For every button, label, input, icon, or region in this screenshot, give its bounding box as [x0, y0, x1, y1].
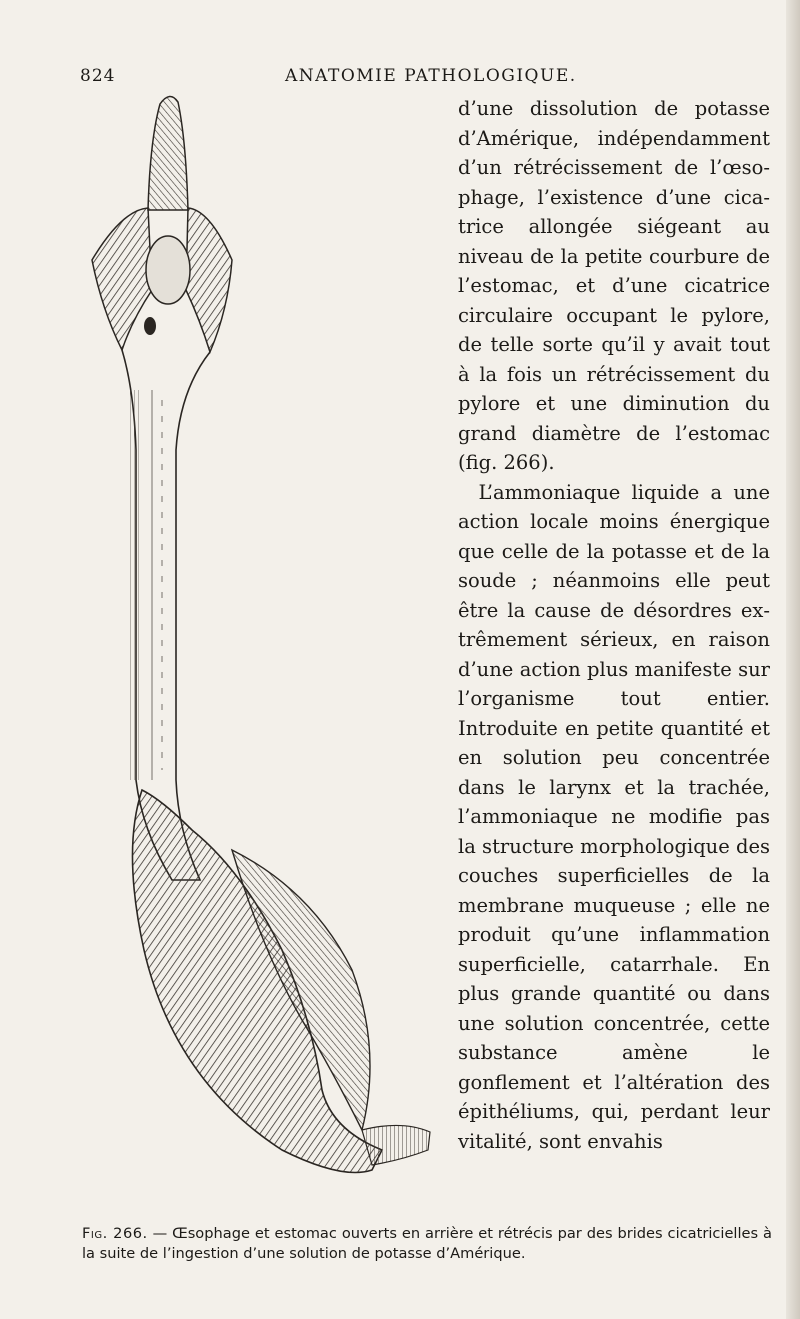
page-edge-shadow: [786, 0, 800, 1319]
pylorus-shape: [362, 1125, 430, 1165]
body-text: [458, 94, 770, 1156]
pharynx-right-flap: [186, 208, 232, 352]
figure-label: Fig. 266.: [82, 1225, 148, 1242]
larynx-opening: [144, 317, 156, 335]
figure-caption-text: — Œsophage et estomac ouverts en arrière et rétrécis par des brides cicatricielles à la suite de l’ingestion d’une solution de potasse d’Amérique.: [82, 1225, 772, 1262]
anatomical-illustration: [82, 90, 442, 1195]
running-head: ANATOMIE PATHOLOGIQUE.: [285, 66, 577, 86]
epiglottis-shape: [148, 96, 188, 210]
page-number: 824: [80, 66, 116, 86]
pharynx-left-flap: [92, 208, 152, 350]
figure-caption: [82, 1224, 772, 1264]
larynx-shape: [146, 236, 190, 304]
page-header: [80, 66, 720, 92]
esophagus-left-wall: [128, 390, 142, 780]
paragraph: d’une dissolution de potasse d’Amérique, indépendamment d’un rétrécissement de l’œsophage, l’existence d’une cicatrice allongée siégeant au niveau de la petite courbure de l’estomac, et d’une cicatrice circulaire occupant le pylore, de telle sorte qu’il y avait tout à la fois un rétrécissement du pylore et une diminution du grand diamètre de l’estomac (fig. 266).: [458, 97, 770, 474]
paragraph: L’ammoniaque liquide a une action locale moins énergique que celle de la potasse et de la soude ; néanmoins elle peut être la cause de désordres extrêmement sérieux, en raison d’une action plus manifeste sur l’organisme tout entier. Introduite en petite quantité et en solution peu concentrée dans le larynx et la trachée, l’ammoniaque ne modifie pas la structure morphologique des couches superficielles de la membrane muqueuse ; elle ne produit qu’une inflammation superficielle, catarrhale. En plus grande quantité ou dans une solution concentrée, cette substance amène le gonflement et l’altération des épithéliums, qui, perdant leur vitalité, sont envahis: [458, 480, 770, 1153]
